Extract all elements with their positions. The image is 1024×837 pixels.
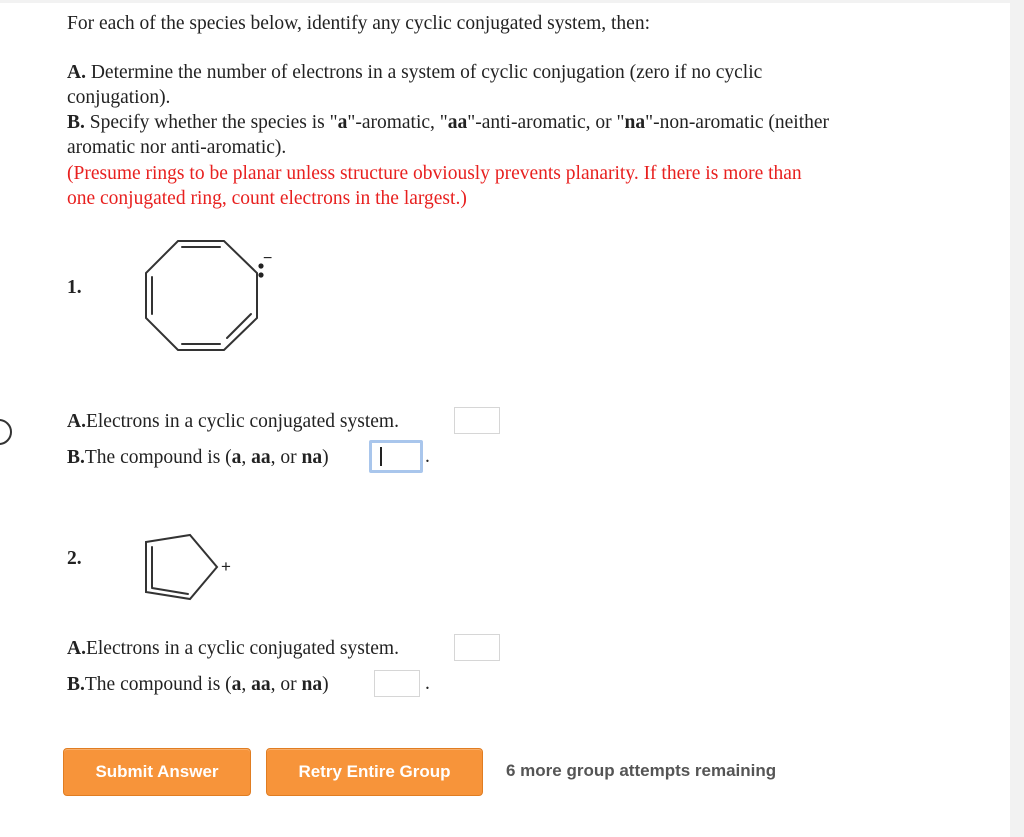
q1-part-a-prompt: A.Electrons in a cyclic conjugated system. xyxy=(67,411,399,432)
lone-pair-dot xyxy=(258,272,263,277)
side-tab-handle[interactable] xyxy=(0,419,12,445)
q2-part-b-prompt: B.The compound is (a, aa, or na) xyxy=(67,674,329,695)
cyclopentadienyl-cation-structure xyxy=(140,528,240,608)
intro-text: For each of the species below, identify any cyclic conjugated system, then: xyxy=(67,13,651,34)
part-b-instruction: B. Specify whether the species is "a"-aromatic, "aa"-anti-aromatic, or "na"-non-aromatic (neither xyxy=(67,112,830,133)
attempts-remaining-text: 6 more group attempts remaining xyxy=(506,761,777,780)
q2-part-a-prompt: A.Electrons in a cyclic conjugated system. xyxy=(67,638,399,659)
question-2-number: 2. xyxy=(67,548,82,569)
part-a-instruction: A. Determine the number of electrons in a system of cyclic conjugation (zero if no cyclic xyxy=(67,62,763,83)
part-a-instruction-cont: conjugation). xyxy=(67,87,171,108)
question-1-number: 1. xyxy=(67,277,82,298)
q1-classification-input[interactable] xyxy=(369,440,423,473)
text-cursor xyxy=(380,447,382,466)
negative-charge-label: − xyxy=(263,250,273,267)
part-b-instruction-cont: aromatic nor anti-aromatic). xyxy=(67,137,287,158)
q2-electrons-input[interactable] xyxy=(454,634,500,661)
q1-part-b-prompt: B.The compound is (a, aa, or na) xyxy=(67,447,329,468)
submit-answer-button[interactable]: Submit Answer xyxy=(63,748,251,796)
q2-classification-input[interactable] xyxy=(374,670,420,697)
positive-charge-label: + xyxy=(221,557,231,576)
question-panel xyxy=(0,3,1010,837)
planarity-note-cont: one conjugated ring, count electrons in the largest.) xyxy=(67,188,467,209)
q1-period: . xyxy=(425,446,430,467)
retry-group-button[interactable]: Retry Entire Group xyxy=(266,748,483,796)
planarity-note: (Presume rings to be planar unless structure obviously prevents planarity. If there is more than xyxy=(67,163,802,184)
cyclooctatetraenyl-anion-structure xyxy=(140,233,280,355)
q1-electrons-input[interactable] xyxy=(454,407,500,434)
q2-period: . xyxy=(425,673,430,694)
